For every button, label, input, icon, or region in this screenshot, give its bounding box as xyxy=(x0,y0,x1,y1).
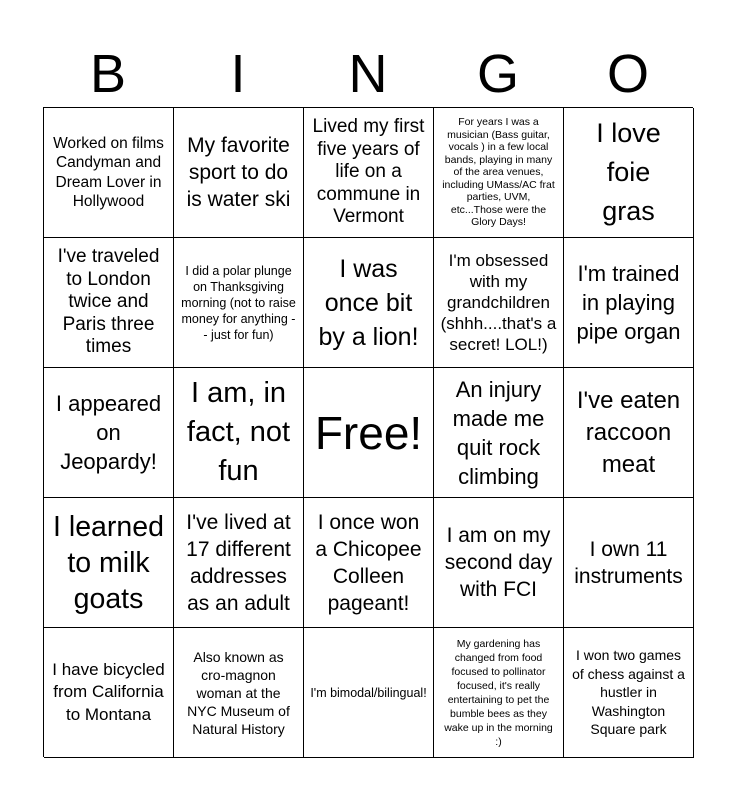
cell-text: My gardening has changed from food focused to pollinator focused, it's really entertaining to pet the bumble bees as they wake up in the morning :) xyxy=(444,637,553,748)
bingo-cell[interactable] xyxy=(434,108,564,238)
cell-text: I love foie gras xyxy=(596,118,661,226)
cell-text: I won two games of chess against a hustler in Washington Square park xyxy=(572,647,685,738)
bingo-cell[interactable] xyxy=(174,498,304,628)
bingo-cell[interactable] xyxy=(434,628,564,758)
bingo-cell[interactable] xyxy=(434,498,564,628)
cell-text: My favorite sport to do is water ski xyxy=(186,134,291,211)
bingo-cell[interactable] xyxy=(44,238,174,368)
cell-text: I've eaten raccoon meat xyxy=(576,386,681,478)
cell-text: I appeared on Jeopardy! xyxy=(55,391,162,474)
cell-text: I am on my second day with FCI xyxy=(444,524,553,601)
cell-text: I learned to milk goats xyxy=(53,510,164,615)
cell-text: Also known as cro-magnon woman at the NYC Museum of Natural History xyxy=(187,648,290,737)
header-letter-n: N xyxy=(348,44,388,104)
cell-text: I did a polar plunge on Thanksgiving morning (not to raise money for anything -- just for fun) xyxy=(181,263,296,342)
bingo-cell[interactable] xyxy=(304,108,434,238)
bingo-cell[interactable] xyxy=(304,498,434,628)
bingo-cell[interactable] xyxy=(434,238,564,368)
bingo-cell[interactable] xyxy=(434,368,564,498)
cell-text: An injury made me quit rock climbing xyxy=(452,376,545,489)
bingo-cell[interactable] xyxy=(174,368,304,498)
cell-text: I'm obsessed with my grandchildren (shhh....that's a secret! LOL!) xyxy=(440,251,557,354)
bingo-cell[interactable] xyxy=(564,498,694,628)
header-letter-i: I xyxy=(230,44,246,104)
cell-text: I've lived at 17 different addresses as an adult xyxy=(186,510,291,615)
free-space: Free! xyxy=(314,406,423,459)
header-letter-b: B xyxy=(89,44,127,104)
bingo-header xyxy=(43,40,693,108)
cell-text: For years I was a musician (Bass guitar, vocals ) in a few local bands, playing in many of the area venues, including UMass/AC frat parties, UVM, etc...Those were the Glory Days! xyxy=(442,116,555,229)
bingo-grid xyxy=(43,107,693,757)
bingo-cell[interactable] xyxy=(44,368,174,498)
bingo-cell[interactable] xyxy=(564,368,694,498)
cell-text: I have bicycled from California to Montana xyxy=(52,659,165,724)
cell-text: Lived my first five years of life on a commune in Vermont xyxy=(312,116,425,228)
cell-text: I was once bit by a lion! xyxy=(318,254,419,351)
cell-text: Worked on films Candyman and Dream Lover in Hollywood xyxy=(53,134,164,210)
bingo-cell[interactable] xyxy=(174,108,304,238)
header-letter-o: O xyxy=(606,44,649,104)
cell-text: I am, in fact, not fun xyxy=(186,377,291,487)
cell-text: I'm trained in playing pipe organ xyxy=(576,261,681,344)
bingo-cell[interactable] xyxy=(44,628,174,758)
cell-text: I'm bimodal/bilingual! xyxy=(310,685,427,700)
header-letter-g: G xyxy=(476,44,519,104)
bingo-cell[interactable] xyxy=(304,628,434,758)
bingo-cell[interactable] xyxy=(174,238,304,368)
cell-text: I own 11 instruments xyxy=(574,537,683,588)
bingo-cell[interactable] xyxy=(174,628,304,758)
bingo-cell[interactable] xyxy=(564,238,694,368)
bingo-cell[interactable] xyxy=(564,628,694,758)
bingo-cell[interactable] xyxy=(304,238,434,368)
cell-text: I once won a Chicopee Colleen pageant! xyxy=(315,510,422,615)
bingo-cell[interactable] xyxy=(564,108,694,238)
cell-text: I've traveled to London twice and Paris three times xyxy=(57,246,160,358)
bingo-cell[interactable] xyxy=(44,108,174,238)
bingo-cell[interactable] xyxy=(304,368,434,498)
bingo-cell[interactable] xyxy=(44,498,174,628)
